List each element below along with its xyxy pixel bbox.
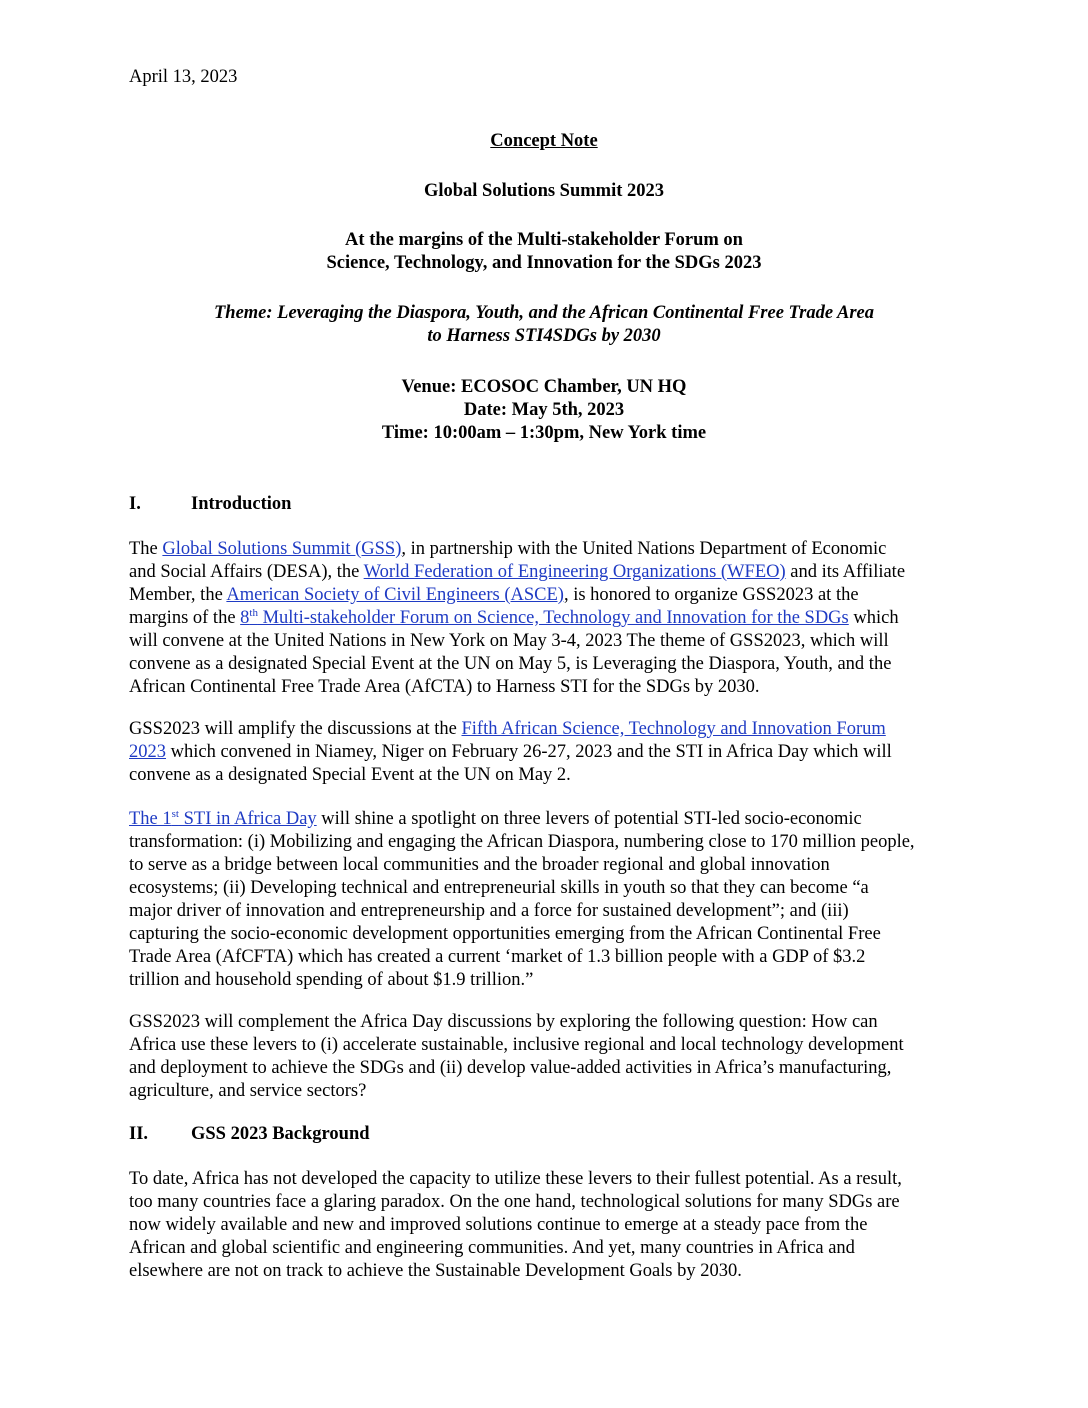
theme-line: Theme: Leveraging the Diaspora, Youth, and the African Continental Free Trade Area	[213, 303, 875, 323]
text-line: will convene at the United Nations in New York on May 3-4, 2023 The theme of GSS2023, which will	[129, 631, 889, 651]
theme-line: to Harness STI4SDGs by 2030	[427, 326, 661, 346]
text-line: To date, Africa has not developed the capacity to utilize these levers to their fullest potential. As a result,	[129, 1169, 902, 1189]
african-sti-forum-link-cont[interactable]: 2023	[129, 742, 166, 762]
ordinal-superscript: st	[171, 807, 179, 820]
text-run: and its Affiliate	[785, 562, 906, 582]
text-line: convene as a designated Special Event at the UN on May 2.	[129, 765, 571, 785]
text-line: Africa use these levers to (i) accelerate sustainable, inclusive regional and local technology development	[129, 1035, 904, 1055]
event-time-line: Time: 10:00am – 1:30pm, New York time	[381, 423, 707, 443]
text-run: and Social Affairs (DESA), the	[129, 562, 364, 582]
text-line: and deployment to achieve the SDGs and (ii) develop value-added activities in Africa’s manufacturing,	[129, 1058, 892, 1078]
event-date-line: Date: May 5th, 2023	[463, 400, 625, 420]
theme-heading	[0, 302, 1088, 348]
background-paragraph-1	[129, 1168, 963, 1283]
text-line: too many countries face a glaring paradox. On the one hand, technological solutions for many SDGs are	[129, 1192, 900, 1212]
text-run: will shine a spotlight on three levers of potential STI-led socio-economic	[316, 809, 862, 829]
text-run: GSS2023 will amplify the discussions at the	[129, 719, 462, 739]
section-number: I.	[129, 494, 141, 514]
sti-forum-link[interactable]	[240, 608, 849, 628]
intro-paragraph-3	[129, 808, 963, 992]
section-heading-background	[129, 1123, 370, 1146]
text-line: GSS2023 will complement the Africa Day discussions by exploring the following question: How can	[129, 1012, 878, 1032]
text-line: now widely available and new and improved solutions continue to emerge at a steady pace from the	[129, 1215, 868, 1235]
link-text: Multi-stakeholder Forum on Science, Technology and Innovation for the SDGs	[257, 608, 849, 628]
text-line: African and global scientific and engineering communities. And yet, many countries in Africa and	[129, 1238, 855, 1258]
intro-paragraph-4	[129, 1011, 963, 1103]
intro-paragraph-2	[129, 718, 963, 787]
text-line: elsewhere are not on track to achieve the Sustainable Development Goals by 2030.	[129, 1261, 742, 1281]
text-line: agriculture, and service sectors?	[129, 1081, 367, 1101]
summit-name: Global Solutions Summit 2023	[423, 181, 665, 201]
document-date: April 13, 2023	[129, 67, 238, 87]
forum-subtitle	[0, 229, 1088, 275]
section-title: GSS 2023 Background	[191, 1124, 370, 1144]
text-line: ecosystems; (ii) Developing technical and entrepreneurial skills in youth so that they can become “a	[129, 878, 869, 898]
text-run: which convened in Niamey, Niger on February 26-27, 2023 and the STI in Africa Day which will	[166, 742, 892, 762]
text-line: major driver of innovation and entrepreneurship and a force for sustained development”; and (iii)	[129, 901, 849, 921]
text-run: margins of the	[129, 608, 241, 628]
ordinal-superscript: th	[249, 606, 258, 619]
text-run: Member, the	[129, 585, 227, 605]
gss-link[interactable]: Global Solutions Summit (GSS)	[162, 539, 402, 559]
section-title: Introduction	[191, 494, 292, 514]
text-line: to serve as a bridge between local communities and the broader regional and global innovation	[129, 855, 830, 875]
intro-paragraph-1	[129, 538, 963, 699]
sti-africa-day-link[interactable]	[129, 809, 317, 829]
venue-line: Venue: ECOSOC Chamber, UN HQ	[401, 377, 687, 397]
text-run: , in partnership with the United Nations Department of Economic	[401, 539, 887, 559]
text-line: convene as a designated Special Event at the UN on May 5, is Leveraging the Diaspora, Youth, and the	[129, 654, 892, 674]
link-text: The 1	[129, 809, 172, 829]
event-details	[0, 376, 1088, 445]
asce-link[interactable]: American Society of Civil Engineers (ASCE)	[226, 585, 564, 605]
text-line: African Continental Free Trade Area (AfCTA) to Harness STI for the SDGs by 2030.	[129, 677, 760, 697]
text-run: , is honored to organize GSS2023 at the	[563, 585, 859, 605]
text-run: The	[129, 539, 163, 559]
wfeo-link[interactable]: World Federation of Engineering Organizations (WFEO)	[363, 562, 786, 582]
text-line: capturing the socio-economic development opportunities emerging from the African Continental Free	[129, 924, 881, 944]
link-text: 8	[240, 608, 250, 628]
section-heading-introduction	[129, 493, 291, 516]
text-line: Trade Area (AfCFTA) which has created a current ‘market of 1.3 billion people with a GDP of $3.2	[129, 947, 866, 967]
text-line: trillion and household spending of about $1.9 trillion.”	[129, 970, 534, 990]
section-number: II.	[129, 1124, 149, 1144]
african-sti-forum-link[interactable]: Fifth African Science, Technology and Innovation Forum	[461, 719, 886, 739]
text-line: transformation: (i) Mobilizing and engaging the African Diaspora, numbering close to 170 million people,	[129, 832, 915, 852]
document-title: Concept Note	[490, 131, 598, 151]
forum-subtitle-line: At the margins of the Multi-stakeholder Forum on	[345, 230, 743, 250]
forum-subtitle-line: Science, Technology, and Innovation for the SDGs 2023	[326, 253, 762, 273]
link-text: STI in Africa Day	[178, 809, 317, 829]
text-run: which	[848, 608, 899, 628]
